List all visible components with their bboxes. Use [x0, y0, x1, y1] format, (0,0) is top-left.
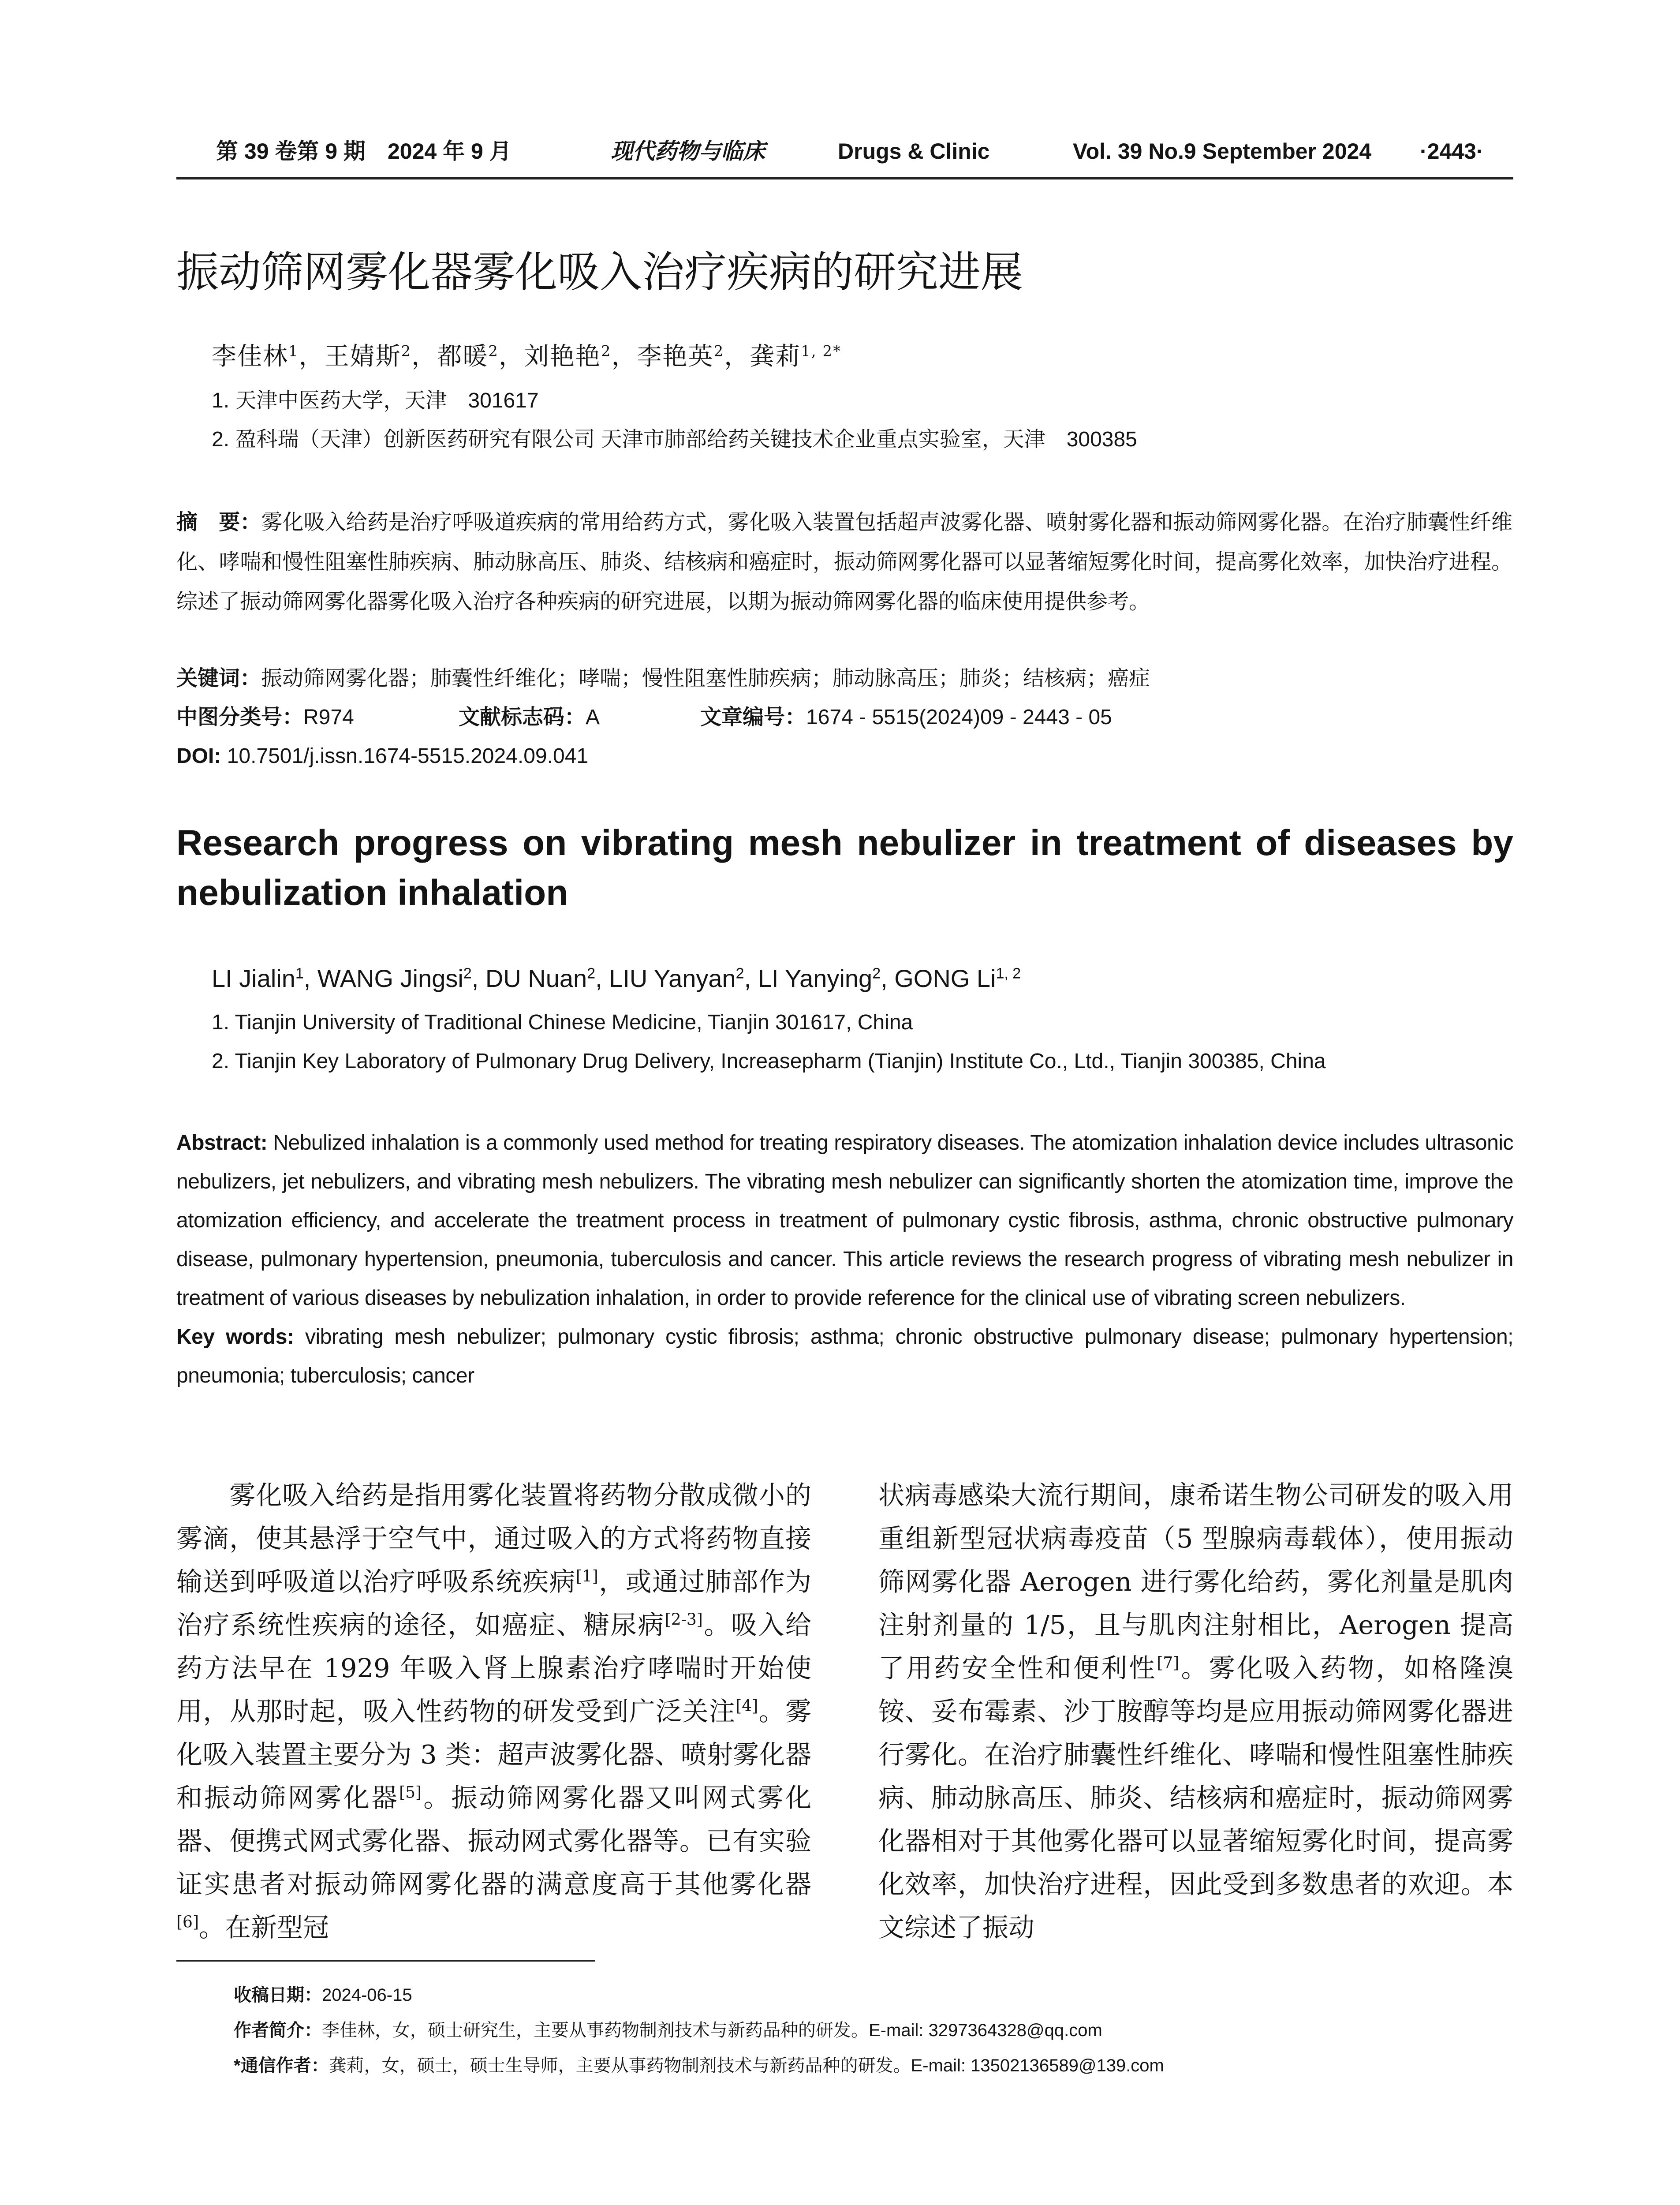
author-affiliation-mark: 2	[601, 342, 612, 360]
affiliation-en-2: 2. Tianjin Key Laboratory of Pulmonary Drug Delivery, Increasepharm (Tianjin) Institute Co., Ltd., Tianjin 300385, China	[212, 1050, 1326, 1073]
keywords-en	[176, 1318, 1513, 1395]
doi	[176, 744, 588, 769]
classification-doc	[459, 705, 600, 730]
classification-clc	[176, 705, 354, 730]
footnote-rule	[176, 1960, 595, 1962]
author-affiliation-mark: 2	[587, 965, 596, 982]
body-text-run: 状病毒感染大流行期间，康希诺生物公司研发的吸入用重组新型冠状病毒疫苗（5 型腺病毒载体），使用振动筛网雾化器 Aerogen 进行雾化给药，雾化剂量是肌肉注射剂量的 1/5，且与肌肉注射相比，Aerogen 提高了用药安全性和便利性	[878, 1480, 1513, 1683]
citation-mark: [7]	[1157, 1654, 1180, 1672]
body-text-run: 。吸入给药方法早在 1929 年吸入肾上腺素治疗哮喘时开始使用，从那时起，吸入性药物的研发受到广泛关注	[176, 1610, 811, 1727]
abstract-cn-label: 摘 要：	[176, 511, 261, 534]
body-text-run: 。振动筛网雾化器又叫网式雾化器、便携式网式雾化器、振动网式雾化器等。已有实验证实患者对振动筛网雾化器的满意度高于其他雾化器	[176, 1783, 811, 1899]
citation-mark: [2-3]	[665, 1611, 703, 1629]
author-name-en: LI Yanying	[758, 964, 873, 992]
body-text-run: 。雾化吸入药物，如格隆溴铵、妥布霉素、沙丁胺醇等均是应用振动筛网雾化器进行雾化。在治疗肺囊性纤维化、哮喘和慢性阻塞性肺疾病、肺动脉高压、肺炎、结核病和癌症时，振动筛网雾化器相对于其他雾化器可以显著缩短雾化时间，提高雾化效率，加快治疗进程，因此受到多数患者的欢迎。本文综述了振动	[878, 1653, 1513, 1943]
doc-code-label: 文献标志码：	[459, 706, 586, 729]
clc-label: 中图分类号：	[176, 706, 304, 729]
doi-label: DOI:	[176, 744, 221, 768]
keywords-cn	[176, 666, 1150, 691]
citation-mark: [4]	[735, 1697, 758, 1715]
header-journal-cn: 现代药物与临床	[611, 138, 765, 164]
author-affiliation-mark: 1	[295, 965, 304, 982]
keywords-cn-text: 振动筛网雾化器；肺囊性纤维化；哮喘；慢性阻塞性肺疾病；肺动脉高压；肺炎；结核病；癌症	[261, 667, 1150, 690]
body-text-run: 雾化吸入给药是指用雾化装置将药物分散成微小的雾滴，使其悬浮于空气中，通过吸入的方式将药物直接输送到呼吸道以治疗呼吸系统疾病	[176, 1480, 811, 1597]
abstract-cn-text: 雾化吸入给药是治疗呼吸道疾病的常用给药方式，雾化吸入装置包括超声波雾化器、喷射雾化器和振动筛网雾化器。在治疗肺囊性纤维化、哮喘和慢性阻塞性肺疾病、肺动脉高压、肺炎、结核病和癌症时，振动筛网雾化器可以显著缩短雾化时间，提高雾化效率，加快治疗进程。综述了振动筛网雾化器雾化吸入治疗各种疾病的研究进展，以期为振动筛网雾化器的临床使用提供参考。	[176, 511, 1512, 613]
affiliation-cn-2: 2. 盈科瑞（天津）创新医药研究有限公司 天津市肺部给药关键技术企业重点实验室，天津 300385	[212, 428, 1137, 451]
footnote-author-bio	[234, 2020, 1102, 2041]
body-text-run: ，或通过肺部作为治疗系统性疾病的途径，如癌症、糖尿病	[176, 1566, 811, 1640]
abstract-en-paragraph	[176, 1124, 1513, 1318]
author-affiliation-mark: 2	[735, 965, 744, 982]
footnote-received	[234, 1984, 412, 2006]
body-column-left	[176, 1474, 811, 1949]
author-name-cn: 龚莉	[750, 342, 801, 371]
bio-label: 作者简介：	[234, 2021, 322, 2040]
title-cn: 振动筛网雾化器雾化吸入治疗疾病的研究进展	[176, 249, 1023, 296]
author-name-cn: 李佳林	[212, 342, 288, 371]
classification-article	[700, 705, 1112, 730]
author-name-en: WANG Jingsi	[317, 964, 463, 992]
author-name-cn: 李艳英	[637, 342, 714, 371]
title-en: Research progress on vibrating mesh nebulizer in treatment of diseases by nebulization inhalation	[176, 823, 1513, 913]
citation-mark: [5]	[399, 1783, 422, 1802]
article-no-label: 文章编号：	[700, 706, 806, 729]
author-affiliation-mark: 2	[872, 965, 881, 982]
received-date: 2024-06-15	[322, 1985, 412, 2005]
doi-value: 10.7501/j.issn.1674-5515.2024.09.041	[227, 744, 589, 768]
author-affiliation-mark: 1	[288, 342, 299, 360]
author-affiliation-mark: 1, 2*	[801, 342, 842, 360]
article-no-value: 1674 - 5515(2024)09 - 2443 - 05	[806, 706, 1112, 729]
citation-mark: [6]	[176, 1913, 199, 1932]
bio-text: 李佳林，女，硕士研究生，主要从事药物制剂技术与新药品种的研发。E-mail: 3297364328@qq.com	[322, 2021, 1102, 2040]
header-rule	[176, 177, 1513, 179]
body-text-run: 。雾化吸入装置主要分为 3 类：超声波雾化器、喷射雾化器和振动筛网雾化器	[176, 1696, 811, 1813]
clc-value: R974	[303, 706, 354, 729]
corr-text: 龚莉，女，硕士，硕士生导师，主要从事药物制剂技术与新药品种的研发。E-mail: 13502136589@139.com	[329, 2056, 1164, 2075]
author-name-en: LIU Yanyan	[609, 964, 736, 992]
author-affiliation-mark: 1, 2	[996, 965, 1021, 982]
keywords-en-label: Key words:	[176, 1325, 294, 1349]
footnote-corresponding	[234, 2055, 1164, 2076]
author-name-cn: 都暖	[437, 342, 489, 371]
body-column-right	[878, 1474, 1513, 1949]
author-affiliation-mark: 2	[401, 342, 412, 360]
author-name-en: GONG Li	[894, 964, 996, 992]
abstract-en-label: Abstract:	[176, 1131, 268, 1155]
authors-cn: 李佳林$^1$，王婧斯$^2$，都暖$^2$，刘艳艳$^2$，李艳英$^2$，龚莉$^{1, 2*}$	[212, 342, 842, 371]
author-affiliation-mark: 2	[713, 342, 724, 360]
keywords-en-text: vibrating mesh nebulizer; pulmonary cystic fibrosis; asthma; chronic obstructive pulmonary disease; pulmonary hypertension; pneumonia; tuberculosis; cancer	[176, 1325, 1513, 1387]
corr-label: *通信作者：	[234, 2056, 329, 2075]
author-name-en: DU Nuan	[485, 964, 587, 992]
keywords-cn-label: 关键词：	[176, 667, 261, 690]
received-label: 收稿日期：	[234, 1985, 322, 2005]
affiliation-cn-1: 1. 天津中医药大学，天津 301617	[212, 389, 539, 412]
author-name-en: LI Jialin	[212, 964, 295, 992]
header-issue-en: Vol. 39 No.9 September 2024	[1073, 139, 1372, 164]
author-affiliation-mark: 2	[463, 965, 472, 982]
abstract-cn	[176, 503, 1512, 622]
header-page-number: ·2443·	[1420, 139, 1484, 164]
header-journal-en: Drugs & Clinic	[838, 139, 990, 164]
author-name-cn: 刘艳艳	[524, 342, 601, 371]
body-text-run: 。在新型冠	[199, 1912, 329, 1943]
doc-code-value: A	[586, 706, 600, 729]
affiliation-en-1: 1. Tianjin University of Traditional Chinese Medicine, Tianjin 301617, China	[212, 1011, 913, 1034]
author-name-cn: 王婧斯	[324, 342, 401, 371]
authors-en: LI Jialin$^1$, WANG Jingsi$^2$, DU Nuan$^2$, LIU Yanyan$^2$, LI Yanying$^2$, GONG Li$^{1, 2}$	[212, 964, 1021, 992]
abstract-en-text: Nebulized inhalation is a commonly used method for treating respiratory diseases. The atomization inhalation device includes ultrasonic nebulizers, jet nebulizers, and vibrating mesh nebulizers. The vibrating mesh nebulizer can significantly shorten the atomization time, improve the atomization efficiency, and accelerate the treatment process in treatment of pulmonary cystic fibrosis, asthma, chronic obstructive pulmonary disease, pulmonary hypertension, pneumonia, tuberculosis and cancer. This article reviews the research progress of vibrating mesh nebulizer in treatment of various diseases by nebulization inhalation, in order to provide reference for the clinical use of vibrating screen nebulizers.	[176, 1131, 1513, 1310]
abstract-en	[176, 1124, 1513, 1395]
author-affiliation-mark: 2	[488, 342, 499, 360]
citation-mark: [1]	[575, 1567, 598, 1586]
header-issue-cn: 第 39 卷第 9 期 2024 年 9 月	[216, 139, 511, 164]
